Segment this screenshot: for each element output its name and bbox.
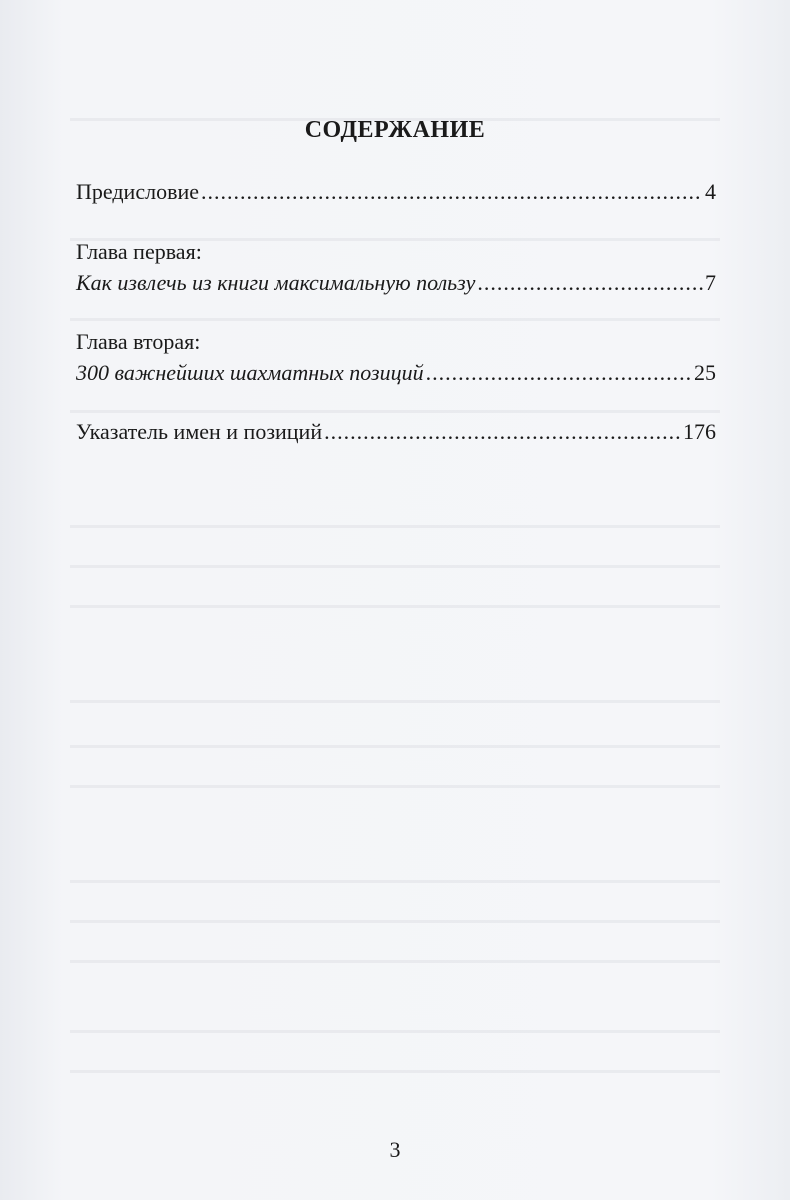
show-through-line [70, 318, 720, 321]
toc-entry-line [76, 178, 716, 206]
toc-entry-index[interactable] [76, 418, 716, 446]
show-through-line [70, 880, 720, 883]
toc-leader-dots [324, 418, 681, 446]
toc-page-number: 176 [683, 419, 716, 444]
toc-entry-label: 300 важнейших шахматных позиций [76, 360, 424, 385]
show-through-line [70, 920, 720, 923]
show-through-line [70, 960, 720, 963]
show-through-line [70, 745, 720, 748]
show-through-line [70, 605, 720, 608]
toc-page-number: 7 [705, 270, 716, 295]
show-through-line [70, 1070, 720, 1073]
toc-chapter-heading: Глава вторая: [76, 329, 201, 354]
toc-leader-dots [201, 178, 703, 206]
show-through-line [70, 785, 720, 788]
toc-page-number: 4 [705, 179, 716, 204]
toc-leader-dots [477, 269, 703, 297]
toc-entry-label: Предисловие [76, 179, 199, 204]
page-number: 3 [389, 1137, 401, 1162]
toc-entry-preface[interactable] [76, 178, 716, 206]
toc-entry-chapter-1[interactable] [76, 238, 716, 297]
toc-entry-label: Как извлечь из книги максимальную пользу [76, 270, 476, 295]
toc-entry-line [76, 418, 716, 446]
show-through-line [70, 565, 720, 568]
toc-entry-line [76, 269, 716, 297]
show-through-line [70, 525, 720, 528]
toc-chapter-heading: Глава первая: [76, 239, 202, 264]
show-through-line [70, 700, 720, 703]
toc-page-number: 25 [694, 360, 716, 385]
toc-leader-dots [426, 359, 692, 387]
toc-entry-chapter-2[interactable] [76, 328, 716, 387]
toc-entry-line [76, 359, 716, 387]
toc-entry-label: Указатель имен и позиций [76, 419, 323, 444]
toc-title: СОДЕРЖАНИЕ [304, 117, 486, 143]
show-through-line [70, 410, 720, 413]
show-through-line [70, 1030, 720, 1033]
